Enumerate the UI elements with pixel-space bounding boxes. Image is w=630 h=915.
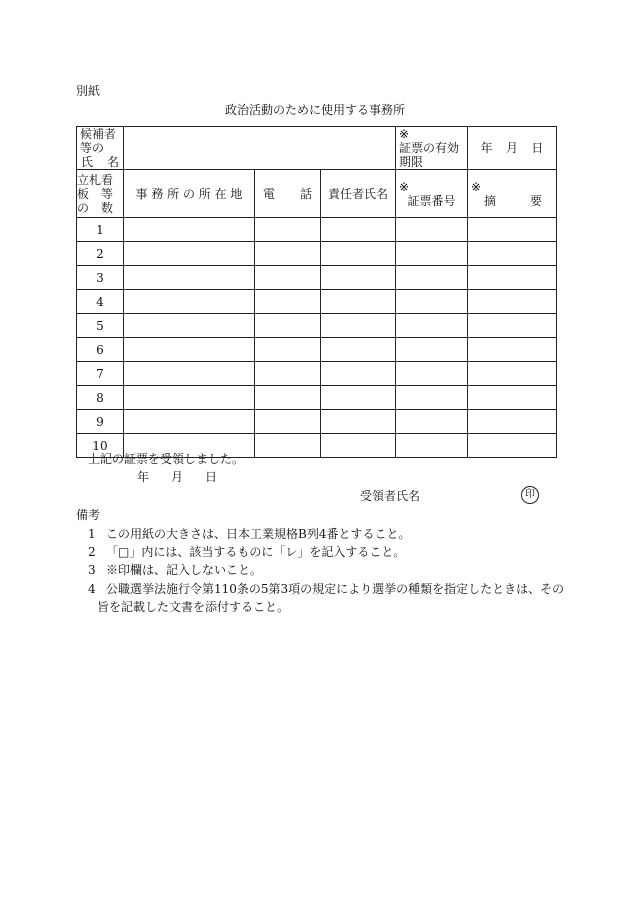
validity-year-label: 年	[480, 141, 493, 155]
table-row	[77, 410, 557, 434]
cert-number-mark: ※	[399, 179, 410, 194]
remarks-cell[interactable]	[468, 218, 557, 242]
note-number: 2	[88, 545, 96, 559]
receipt-year-label: 年	[137, 470, 150, 484]
address-cell[interactable]	[124, 242, 255, 266]
column-header-row	[77, 170, 557, 218]
remarks-header-a: 摘	[484, 193, 497, 208]
responsible-cell[interactable]	[321, 434, 396, 458]
table-row	[77, 242, 557, 266]
row-number: 1	[77, 218, 124, 242]
note-number: 1	[88, 527, 96, 541]
sign-count-line1: 立札看	[77, 172, 114, 187]
cert-number-cell[interactable]	[396, 386, 468, 410]
note-number: 3	[88, 563, 96, 577]
phone-cell[interactable]	[255, 266, 321, 290]
cert-number-label: 証票番号	[407, 193, 456, 208]
cert-number-cell[interactable]	[396, 290, 468, 314]
cert-number-cell[interactable]	[396, 434, 468, 458]
validity-day-label: 日	[531, 141, 544, 155]
remarks-cell[interactable]	[468, 434, 557, 458]
cert-number-cell[interactable]	[396, 410, 468, 434]
row-number: 4	[77, 290, 124, 314]
note-text: 公職選挙法施行令第110条の5第3項の規定により選挙の種類を指定したときは、その	[106, 582, 565, 596]
candidate-row	[77, 127, 557, 170]
cert-number-header	[396, 170, 468, 218]
address-cell[interactable]	[124, 386, 255, 410]
remarks-cell[interactable]	[468, 314, 557, 338]
receipt-month-label: 月	[171, 470, 184, 484]
responsible-cell[interactable]	[321, 266, 396, 290]
note-text: ※印欄は、記入しないこと。	[106, 563, 263, 577]
row-number: 6	[77, 338, 124, 362]
note-1	[88, 527, 410, 541]
candidate-label-mei: 名	[106, 155, 119, 169]
phone-cell[interactable]	[255, 434, 321, 458]
responsible-cell[interactable]	[321, 386, 396, 410]
note-number: 4	[88, 582, 96, 596]
cert-number-cell[interactable]	[396, 242, 468, 266]
note-4	[88, 582, 564, 596]
table-row	[77, 266, 557, 290]
remarks-cell[interactable]	[468, 362, 557, 386]
receipt-day-label: 日	[205, 470, 218, 484]
sign-count-line2: 板 等	[77, 186, 114, 201]
cert-number-cell[interactable]	[396, 266, 468, 290]
receipt-statement: 上記の証票を受領しました。	[88, 452, 245, 466]
address-cell[interactable]	[124, 338, 255, 362]
row-number: 7	[77, 362, 124, 386]
phone-cell[interactable]	[255, 386, 321, 410]
phone-header-b: 話	[299, 186, 312, 201]
responsible-person-header: 責任者氏名	[321, 170, 396, 218]
remarks-header-b: 要	[530, 193, 543, 208]
address-cell[interactable]	[124, 362, 255, 386]
annex-label: 別紙	[76, 84, 101, 98]
office-form-table	[76, 126, 557, 458]
row-number: 9	[77, 410, 124, 434]
table-row	[77, 290, 557, 314]
note-text: 「□」内には、該当するものに「レ」を記入すること。	[106, 545, 406, 559]
phone-cell[interactable]	[255, 290, 321, 314]
remarks-cell[interactable]	[468, 290, 557, 314]
address-cell[interactable]	[124, 314, 255, 338]
phone-cell[interactable]	[255, 242, 321, 266]
responsible-cell[interactable]	[321, 218, 396, 242]
phone-cell[interactable]	[255, 410, 321, 434]
cert-number-cell[interactable]	[396, 314, 468, 338]
row-number: 8	[77, 386, 124, 410]
validity-label-cell	[396, 127, 468, 170]
cert-number-cell[interactable]	[396, 218, 468, 242]
validity-date-cell[interactable]	[468, 127, 557, 170]
table-row	[77, 338, 557, 362]
remarks-title: 備考	[76, 508, 101, 522]
seal-mark: 印	[521, 486, 539, 504]
note-2	[88, 545, 405, 559]
note-4-continuation: 旨を記載した文書を添付すること。	[97, 600, 290, 614]
sign-count-line3: の 数	[77, 200, 114, 215]
candidate-label-line2	[77, 155, 123, 169]
phone-cell[interactable]	[255, 314, 321, 338]
validity-label: 証票の有効期限	[399, 141, 460, 169]
sign-count-header	[77, 170, 124, 218]
phone-cell[interactable]	[255, 338, 321, 362]
remarks-cell[interactable]	[468, 338, 557, 362]
phone-header-text	[255, 187, 320, 201]
candidate-label-line1: 候補者等の	[80, 127, 117, 155]
address-cell[interactable]	[124, 290, 255, 314]
phone-header-a: 電	[263, 186, 276, 201]
candidate-name-label	[77, 127, 124, 170]
phone-cell[interactable]	[255, 218, 321, 242]
note-3	[88, 563, 262, 577]
table-row	[77, 362, 557, 386]
receiver-name-label: 受領者氏名	[360, 489, 421, 503]
validity-month-label: 月	[506, 141, 519, 155]
mark-symbol: ※	[399, 127, 410, 141]
responsible-cell[interactable]	[321, 314, 396, 338]
table-row	[77, 386, 557, 410]
responsible-cell[interactable]	[321, 338, 396, 362]
remarks-cell[interactable]	[468, 386, 557, 410]
remarks-header-text	[468, 194, 556, 208]
row-number: 3	[77, 266, 124, 290]
table-row	[77, 218, 557, 242]
responsible-cell[interactable]	[321, 410, 396, 434]
row-number: 2	[77, 242, 124, 266]
row-number: 10	[77, 434, 124, 458]
remarks-mark: ※	[471, 179, 482, 194]
candidate-name-value[interactable]	[124, 127, 396, 170]
remarks-cell[interactable]	[468, 266, 557, 290]
remarks-header	[468, 170, 557, 218]
address-header: 事 務 所 の 所 在 地	[124, 170, 255, 218]
validity-date	[468, 141, 556, 155]
responsible-cell[interactable]	[321, 290, 396, 314]
office-rows	[77, 218, 557, 458]
note-text: この用紙の大きさは、日本工業規格B列4番とすること。	[106, 527, 411, 541]
remarks-cell[interactable]	[468, 410, 557, 434]
receipt-date	[137, 470, 217, 484]
address-cell[interactable]	[124, 218, 255, 242]
cert-number-cell[interactable]	[396, 338, 468, 362]
responsible-cell[interactable]	[321, 362, 396, 386]
table-row	[77, 314, 557, 338]
row-number: 5	[77, 314, 124, 338]
address-cell[interactable]	[124, 266, 255, 290]
phone-cell[interactable]	[255, 362, 321, 386]
cert-number-cell[interactable]	[396, 362, 468, 386]
phone-header	[255, 170, 321, 218]
candidate-label-shi: 氏	[81, 155, 94, 169]
remarks-cell[interactable]	[468, 242, 557, 266]
address-cell[interactable]	[124, 410, 255, 434]
document-title: 政治活動のために使用する事務所	[224, 103, 405, 117]
responsible-cell[interactable]	[321, 242, 396, 266]
